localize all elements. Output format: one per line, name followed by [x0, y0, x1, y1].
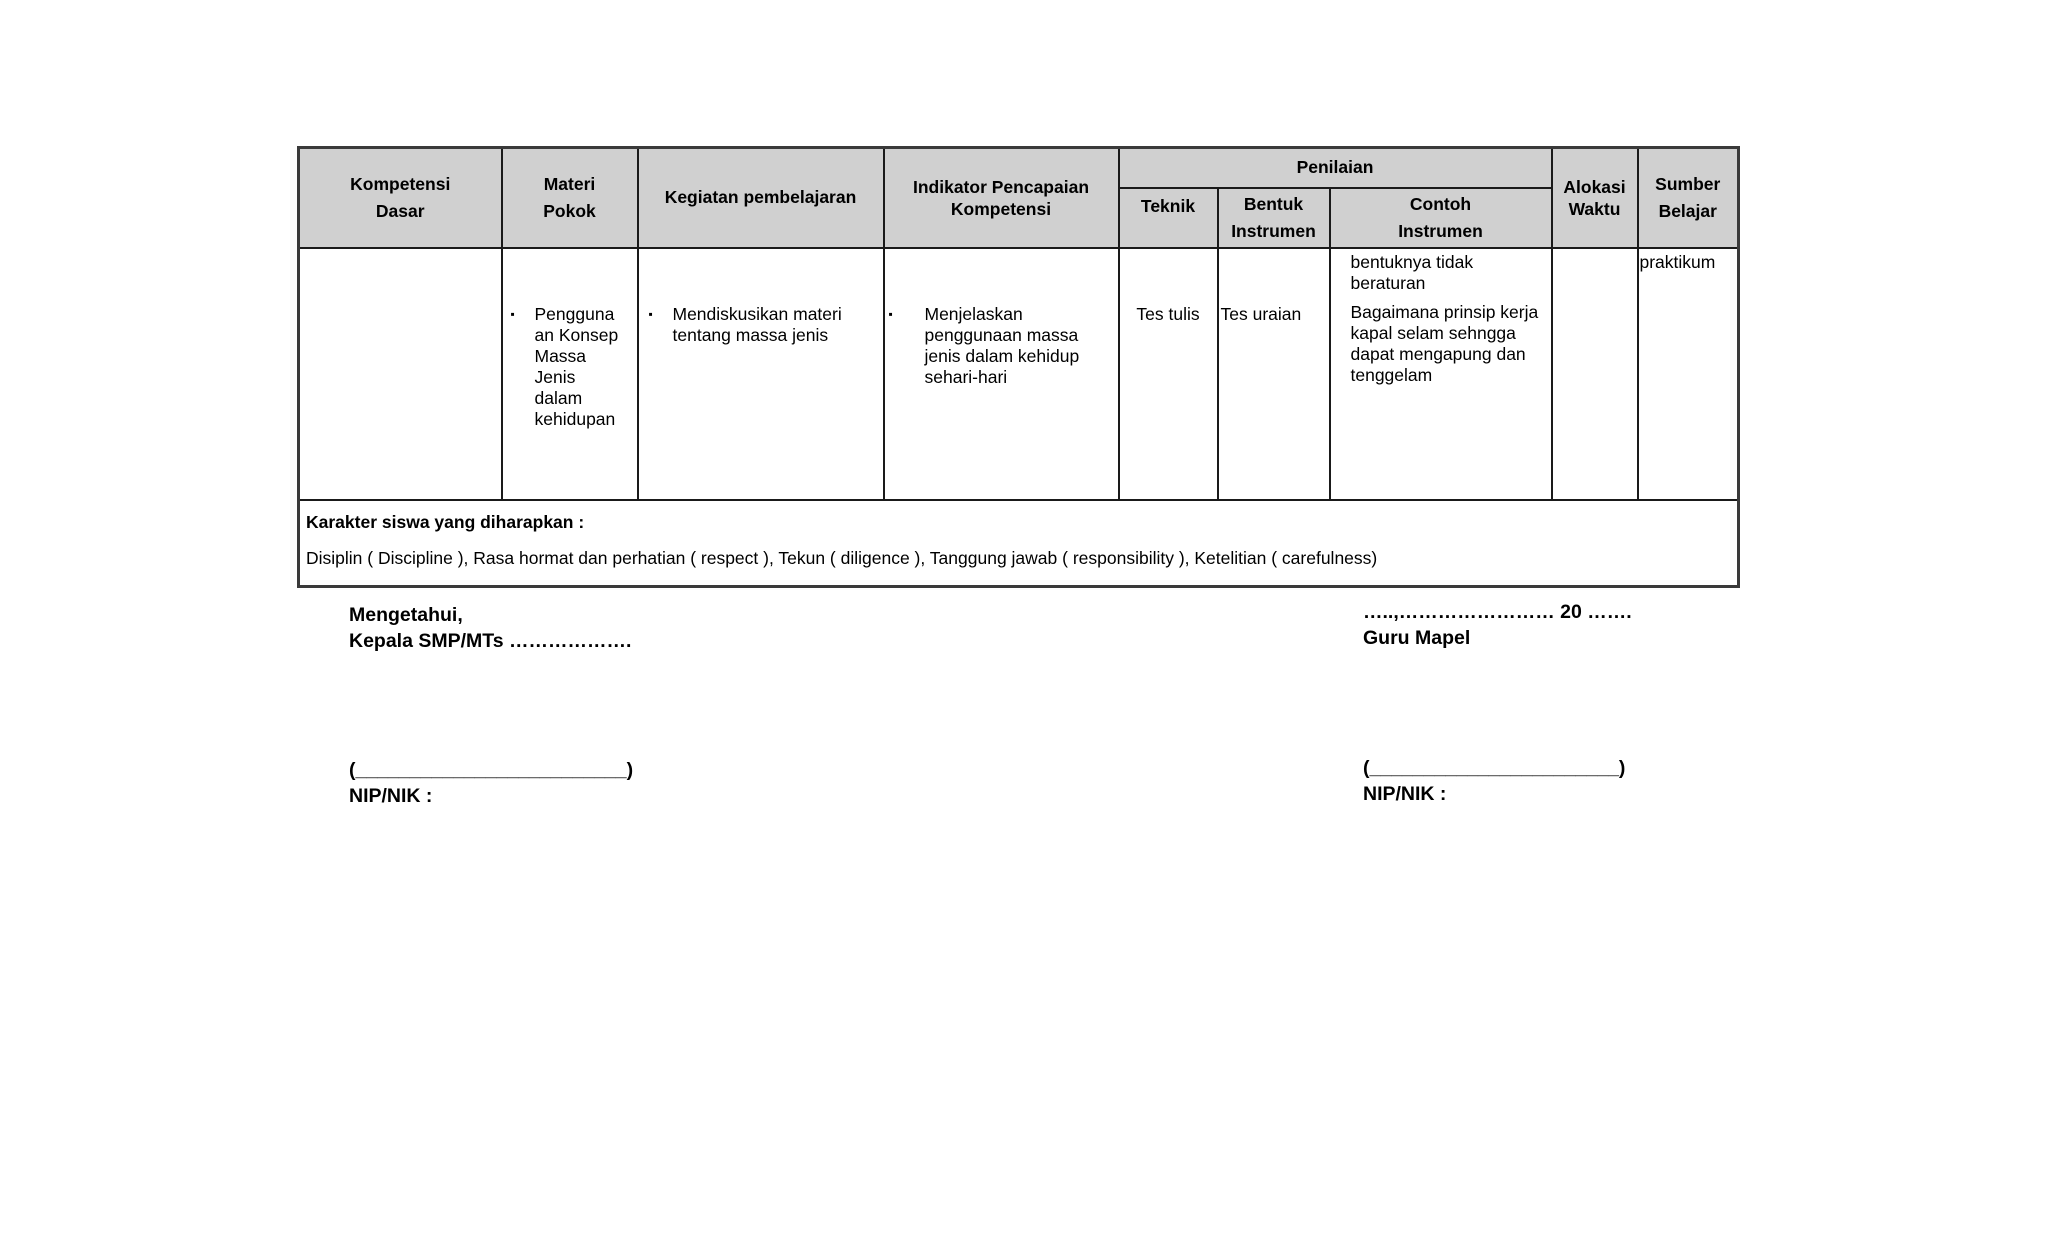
header-alokasi-waktu: Alokasi Waktu — [1552, 148, 1638, 248]
cell-kegiatan-pembelajaran — [638, 248, 884, 500]
cell-alokasi-waktu — [1552, 248, 1638, 500]
bullet-icon: ▪ — [888, 306, 893, 321]
contoh-question: Bagaimana prinsip kerja kapal selam sehngga dapat mengapung dan tenggelam — [1350, 301, 1539, 385]
list-item: ▪ Pengguna an Konsep Massa Jenis dalam kehidupan — [510, 303, 619, 429]
cell-sumber-belajar: praktikum — [1638, 248, 1739, 500]
mengetahui-label: Mengetahui, — [349, 604, 463, 626]
karakter-section — [299, 500, 1739, 587]
header-sumber-belajar: Sumber Belajar — [1638, 148, 1739, 248]
list-item: ▪ Mendiskusikan materi tentang massa jenis — [648, 303, 842, 345]
list-item: ▪ Menjelaskan penggunaan massa jenis dalam kehidup sehari-hari — [888, 303, 1080, 387]
header-contoh-instrumen: Contoh Instrumen — [1330, 188, 1552, 248]
bullet-icon: ▪ — [648, 306, 653, 321]
cell-indikator — [884, 248, 1119, 500]
kepala-sekolah-label: Kepala SMP/MTs ………………. — [349, 630, 632, 652]
signature-right-footer — [1363, 755, 1625, 807]
nip-label: NIP/NIK : — [1363, 783, 1447, 805]
cell-bentuk-instrumen: Tes uraian — [1218, 248, 1330, 500]
header-kegiatan-pembelajaran: Kegiatan pembelajaran — [638, 148, 884, 248]
bullet-icon: ▪ — [510, 306, 515, 321]
signature-right-header — [1363, 599, 1632, 651]
nip-label: NIP/NIK : — [349, 785, 433, 807]
header-penilaian: Penilaian — [1119, 148, 1552, 188]
signature-left-header — [349, 602, 631, 654]
header-indikator: Indikator Pencapaian Kompetensi — [884, 148, 1119, 248]
signature-left-footer — [349, 757, 633, 809]
date-placeholder: …..,…………………… 20 ……. — [1363, 601, 1632, 623]
signature-name-line: (_________________________) — [349, 759, 634, 781]
guru-mapel-label: Guru Mapel — [1363, 627, 1471, 649]
header-teknik: Teknik — [1119, 188, 1218, 248]
cell-kompetensi-dasar — [299, 248, 502, 500]
header-materi-pokok: Materi Pokok — [502, 148, 638, 248]
karakter-title: Karakter siswa yang diharapkan : — [306, 511, 585, 532]
karakter-text: Disiplin ( Discipline ), Rasa hormat dan perhatian ( respect ), Tekun ( diligence ), Tanggung jawab ( responsibility ), Ketelitian ( carefulness) — [306, 547, 1378, 568]
cell-materi-pokok — [502, 248, 638, 500]
signature-name-line: (_______________________) — [1363, 757, 1626, 779]
header-bentuk-instrumen: Bentuk Instrumen — [1218, 188, 1330, 248]
header-kompetensi-dasar: Kompetensi Dasar — [299, 148, 502, 248]
rpp-table — [297, 146, 1740, 588]
cell-contoh-instrumen — [1330, 248, 1552, 500]
cell-teknik: Tes tulis — [1119, 248, 1218, 500]
contoh-fragment: bentuknya tidak beraturan — [1350, 251, 1474, 293]
